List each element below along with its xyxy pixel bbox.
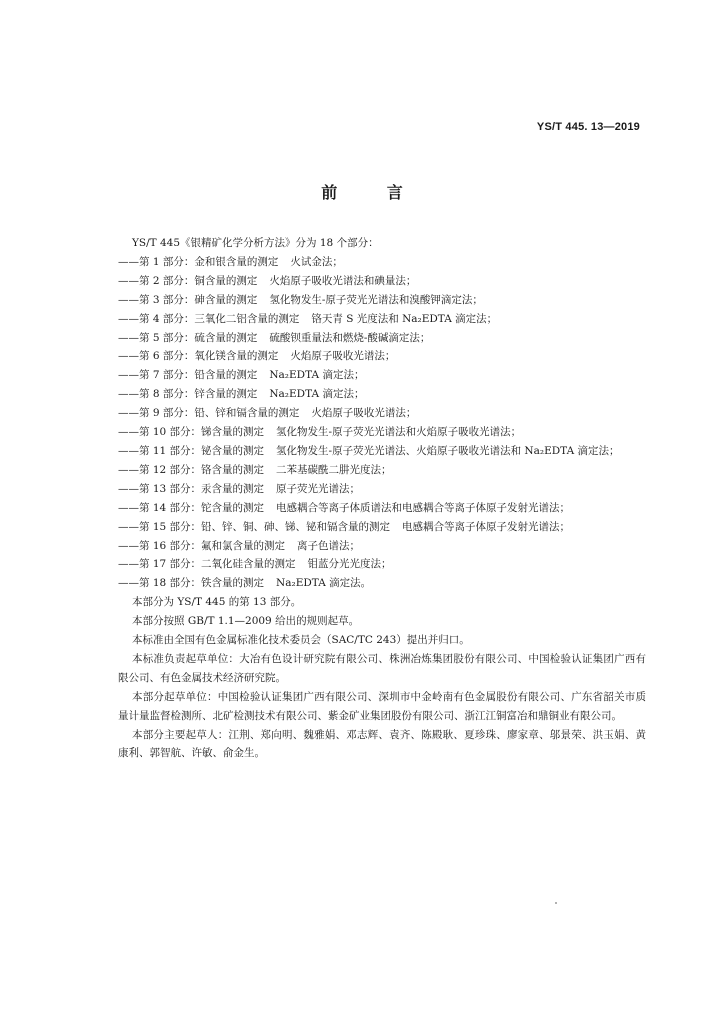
part-text (139, 423, 646, 442)
part-method: 钼蓝分光光度法； (307, 558, 392, 571)
document-code: YS/T 445. 13—2019 (536, 121, 640, 133)
part-name: 第 18 部分：铁含量的测定 (139, 577, 265, 590)
part-item (118, 291, 646, 310)
part-text (139, 461, 646, 480)
part-text (139, 385, 646, 404)
part-method: 二苯基碳酰二肼光度法； (276, 463, 392, 476)
parts-list (118, 253, 646, 593)
part-name: 第 3 部分：砷含量的测定 (139, 293, 258, 306)
part-dash: —— (118, 407, 139, 420)
paragraph: 本部分起草单位：中国检验认证集团广西有限公司、深圳市中金岭南有色金属股份有限公司、广东省韶关市质量计量监督检测所、北矿检测技术有限公司、紫金矿业集团股份有限公司、浙江江铜富冶和鼎铜业有限公司。 (118, 690, 646, 722)
part-dash: —— (118, 312, 139, 325)
part-dash: —— (118, 369, 139, 382)
part-text (139, 537, 646, 556)
part-item (118, 404, 646, 423)
paragraph: 本标准由全国有色金属标准化技术委员会（SAC/TC 243）提出并归口。 (132, 634, 470, 647)
part-text (139, 329, 646, 348)
part-item (118, 442, 646, 461)
part-name: 第 16 部分：氟和氯含量的测定 (139, 539, 286, 552)
paragraph: 本部分主要起草人：江荆、郑向明、魏雅娟、邓志辉、袁齐、陈殿耿、夏珍珠、廖家章、邬景荣、洪玉娟、黄康利、郭智航、许敏、俞金生。 (118, 728, 646, 760)
part-text (139, 480, 646, 499)
foreword-body (118, 234, 646, 763)
part-dash: —— (118, 520, 139, 533)
part-dash: —— (118, 255, 139, 268)
part-method: 电感耦合等离子体原子发射光谱法； (402, 520, 571, 533)
part-method: 氢化物发生-原子荧光光谱法、火焰原子吸收光谱法和 Na₂EDTA 滴定法； (276, 444, 620, 457)
scan-speck (555, 902, 557, 904)
part-item (118, 574, 646, 593)
part-method: 铬天青 S 光度法和 Na₂EDTA 滴定法； (311, 312, 498, 325)
paragraph: 本部分为 YS/T 445 的第 13 部分。 (132, 596, 302, 609)
part-text (139, 291, 646, 310)
part-dash: —— (118, 388, 139, 401)
part-dash: —— (118, 426, 139, 439)
part-dash: —— (118, 482, 139, 495)
part-method: 火试金法； (290, 255, 343, 268)
part-dash: —— (118, 501, 139, 514)
part-name: 第 4 部分：三氧化二铝含量的测定 (139, 312, 300, 325)
part-text (139, 253, 646, 272)
part-text (139, 518, 646, 537)
part-name: 第 10 部分：锑含量的测定 (139, 426, 265, 439)
part-method: 硫酸钡重量法和燃烧-酸碱滴定法； (269, 331, 431, 344)
part-dash: —— (118, 274, 139, 287)
part-text (139, 574, 646, 593)
part-dash: —— (118, 463, 139, 476)
part-name: 第 15 部分：铅、锌、铜、砷、锑、铋和镉含量的测定 (139, 520, 391, 533)
part-name: 第 7 部分：铅含量的测定 (139, 369, 258, 382)
part-method: 离子色谱法； (297, 539, 361, 552)
part-text (139, 555, 646, 574)
part-item (118, 537, 646, 556)
part-item (118, 385, 646, 404)
page-title: 前 言 (321, 183, 425, 202)
part-item (118, 499, 646, 518)
part-text (139, 404, 646, 423)
part-name: 第 13 部分：汞含量的测定 (139, 482, 265, 495)
part-item (118, 555, 646, 574)
part-item (118, 480, 646, 499)
part-name: 第 6 部分：氧化镁含量的测定 (139, 350, 279, 363)
part-method: 火焰原子吸收光谱法； (311, 407, 417, 420)
part-method: 火焰原子吸收光谱法和碘量法； (269, 274, 417, 287)
part-text (139, 347, 646, 366)
part-name: 第 5 部分：硫含量的测定 (139, 331, 258, 344)
part-method: 火焰原子吸收光谱法； (290, 350, 396, 363)
part-dash: —— (118, 558, 139, 571)
part-item (118, 329, 646, 348)
part-name: 第 2 部分：铜含量的测定 (139, 274, 258, 287)
part-dash: —— (118, 350, 139, 363)
part-method: 氢化物发生-原子荧光光谱法和溴酸钾滴定法； (269, 293, 483, 306)
part-method: Na₂EDTA 滴定法。 (276, 577, 372, 590)
part-item (118, 310, 646, 329)
paragraph-list (118, 593, 646, 763)
part-name: 第 12 部分：铬含量的测定 (139, 463, 265, 476)
part-dash: —— (118, 539, 139, 552)
part-item (118, 347, 646, 366)
part-item (118, 423, 646, 442)
part-name: 第 8 部分：锌含量的测定 (139, 388, 258, 401)
part-item (118, 253, 646, 272)
part-name: 第 17 部分：二氧化硅含量的测定 (139, 558, 296, 571)
part-name: 第 11 部分：铋含量的测定 (139, 444, 265, 457)
part-text (139, 499, 646, 518)
part-dash: —— (118, 331, 139, 344)
part-dash: —— (118, 577, 139, 590)
part-method: Na₂EDTA 滴定法； (269, 388, 365, 401)
paragraph: 本标准负责起草单位：大冶有色设计研究院有限公司、株洲冶炼集团股份有限公司、中国检验认证集团广西有限公司、有色金属技术经济研究院。 (118, 652, 646, 684)
part-method: Na₂EDTA 滴定法； (269, 369, 365, 382)
part-item (118, 366, 646, 385)
part-dash: —— (118, 444, 139, 457)
part-item (118, 461, 646, 480)
part-text (139, 442, 646, 461)
part-item (118, 518, 646, 537)
part-text (139, 310, 646, 329)
part-method: 电感耦合等离子体质谱法和电感耦合等离子体原子发射光谱法； (276, 501, 571, 514)
paragraph: 本部分按照 GB/T 1.1—2009 给出的规则起草。 (132, 615, 360, 628)
part-text (139, 366, 646, 385)
part-method: 氢化物发生-原子荧光光谱法和火焰原子吸收光谱法； (276, 426, 522, 439)
part-name: 第 9 部分：铅、锌和镉含量的测定 (139, 407, 300, 420)
part-method: 原子荧光光谱法； (276, 482, 361, 495)
part-dash: —— (118, 293, 139, 306)
part-item (118, 272, 646, 291)
part-name: 第 1 部分：金和银含量的测定 (139, 255, 279, 268)
part-text (139, 272, 646, 291)
part-name: 第 14 部分：铊含量的测定 (139, 501, 265, 514)
intro-line: YS/T 445《银精矿化学分析方法》分为 18 个部分： (132, 237, 379, 249)
